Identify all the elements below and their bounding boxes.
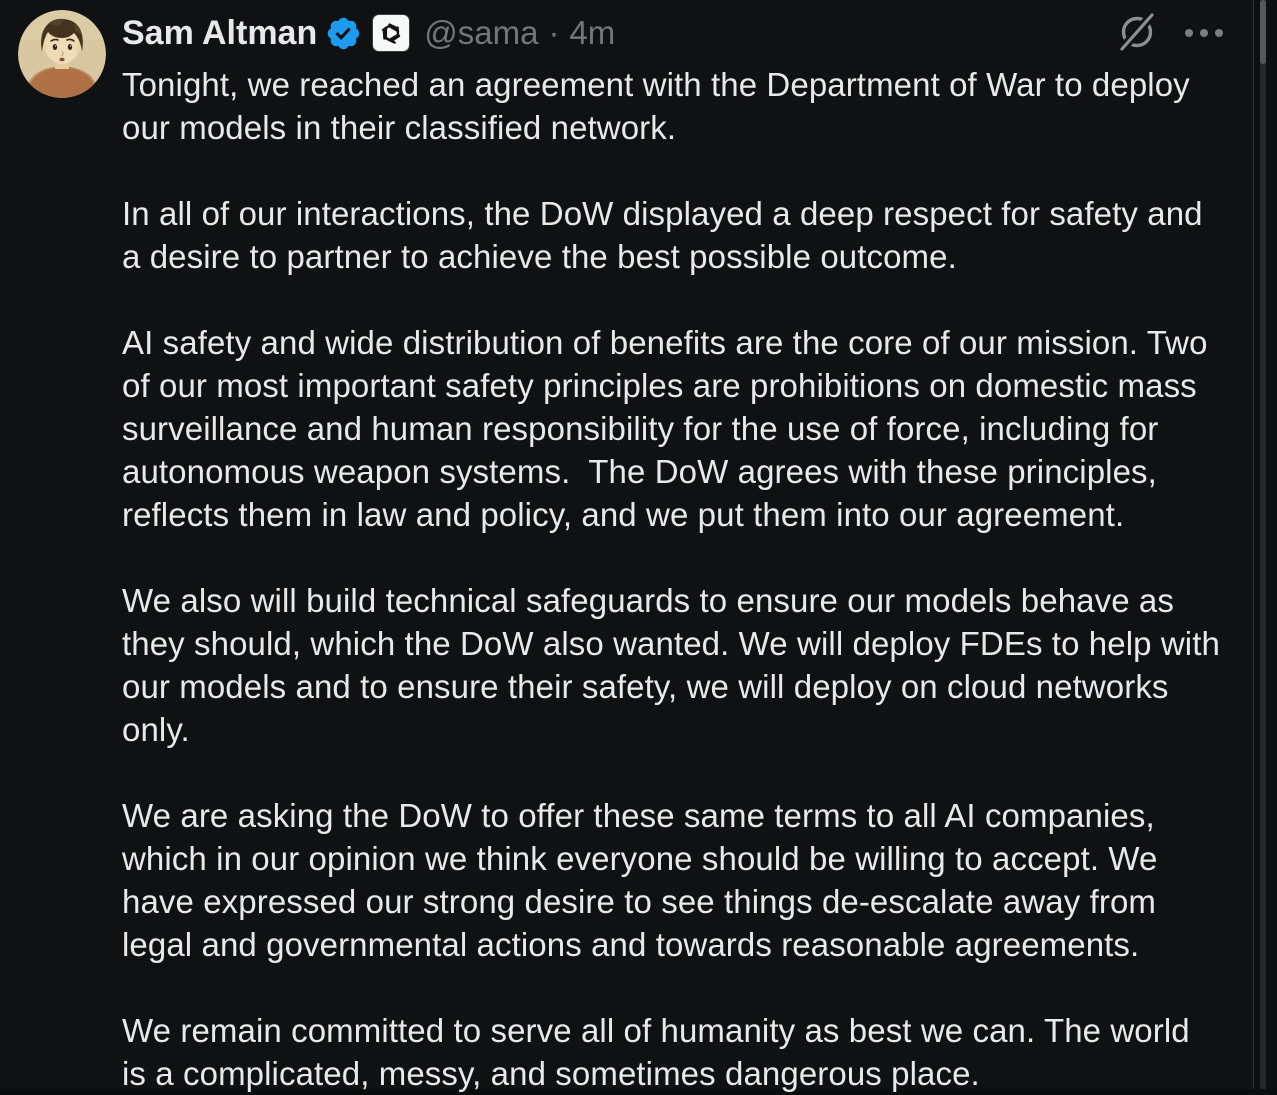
tweet-paragraph: Tonight, we reached an agreement with the Department of War to deploy our models in their classified network. <box>122 66 1200 146</box>
tweet-paragraph: We are asking the DoW to offer these same terms to all AI companies, which in our opinion we think everyone should be willing to accept. We have expressed our strong desire to see things de-escalate away from legal and governmental actions and towards reasonable agreements. <box>122 797 1167 963</box>
dot-separator: · <box>548 14 560 51</box>
scrollbar-thumb[interactable] <box>1260 0 1266 64</box>
tweet-paragraph: AI safety and wide distribution of benefits are the core of our mission. Two of our most important safety principles are prohibitions on domestic mass surveillance and human responsibility for the use of force, including for autonomous weapon systems. The DoW agrees with these principles, reflects them in law and policy, and we put them into our agreement. <box>122 324 1217 533</box>
ellipsis-icon <box>1185 29 1193 37</box>
verified-badge-icon[interactable] <box>325 15 362 52</box>
tweet-content <box>122 10 1230 1095</box>
handle-group <box>424 14 615 52</box>
author-handle[interactable]: @sama <box>424 14 539 51</box>
affiliate-badge[interactable] <box>372 14 410 52</box>
tweet-paragraph: In all of our interactions, the DoW displayed a deep respect for safety and a desire to partner to achieve the best possible outcome. <box>122 195 1212 275</box>
avatar[interactable] <box>18 10 106 98</box>
cartoon-portrait-avatar-icon <box>18 10 106 98</box>
tweet-timestamp[interactable]: 4m <box>569 14 616 51</box>
avatar-column <box>18 10 106 1095</box>
column-border <box>1253 0 1277 1089</box>
scrollbar-track[interactable] <box>1260 0 1266 1089</box>
openai-logo-icon <box>377 19 405 47</box>
ellipsis-icon <box>1215 29 1223 37</box>
tweet-paragraph: We remain committed to serve all of humanity as best we can. The world is a complicated, messy, and sometimes dangerous place. <box>122 1012 1200 1092</box>
grok-icon <box>1115 11 1159 55</box>
more-button[interactable] <box>1185 29 1223 37</box>
grok-button[interactable] <box>1115 11 1159 55</box>
tweet-text <box>122 63 1230 1095</box>
ellipsis-icon <box>1200 29 1208 37</box>
tweet-header <box>122 10 1223 56</box>
tweet-actions <box>1115 11 1223 55</box>
author-name[interactable]: Sam Altman <box>122 13 318 52</box>
tweet-paragraph: We also will build technical safeguards to ensure our models behave as they should, which the DoW also wanted. We will deploy FDEs to help with our models and to ensure their safety, we will deploy on cloud networks only. <box>122 582 1230 748</box>
